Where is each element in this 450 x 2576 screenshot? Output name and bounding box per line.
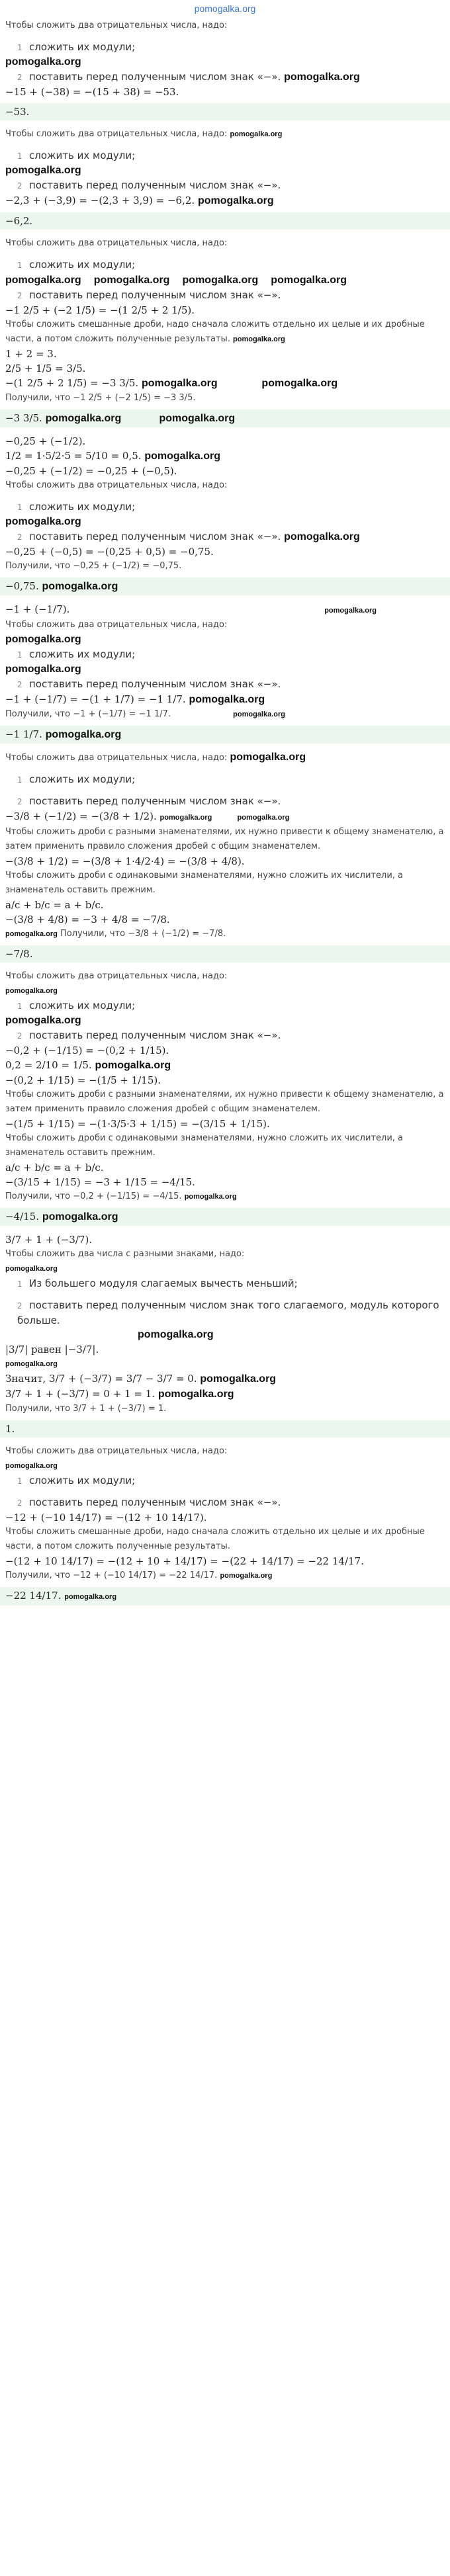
step-2: 2 поставить перед полученным числом знак «−». pomogalka.org (17, 531, 360, 542)
result-text: Получили, что −1 + (−1/7) = −1 1/7. pomogalka.org (5, 709, 285, 719)
math-line: Значит, 3/7 + (−3/7) = 3/7 − 3/7 = 0. pomogalka.org (5, 1373, 277, 1385)
section-1 (5, 126, 445, 235)
section-8 (5, 1443, 445, 1611)
intro-text: Чтобы сложить два отрицательных числа, надо: pomogalka.org (5, 751, 306, 763)
section-7 (5, 1231, 445, 1443)
math-expression: −(12 + 10 14/17) = −(12 + 10 + 14/17) = −(22 + 14/17) = −22 14/17. (5, 1555, 364, 1567)
math-expression: −2,3 + (−3,9) = −(2,3 + 3,9) = −6,2. pomogalka.org (5, 194, 274, 206)
step-1: 1 сложить их модули; (17, 1475, 136, 1486)
step-2: 2 поставить перед полученным числом знак «−». (17, 678, 281, 690)
watermark: pomogalka.org (5, 987, 58, 995)
math-line: a/c + b/c = a + b/c. (5, 1162, 104, 1174)
math-line: −(3/8 + 4/8) = −3 + 4/8 = −7/8. (5, 914, 170, 925)
watermark: pomogalka.org (138, 1329, 214, 1340)
intro-text: Чтобы сложить два отрицательных числа, надо: (5, 620, 228, 630)
math-line: 1 + 2 = 3. (5, 348, 57, 360)
intro-text: Чтобы сложить два отрицательных числа, надо: (5, 971, 228, 981)
step-2: 2 поставить перед полученным числом знак «−». (17, 795, 281, 807)
section-3 (5, 433, 445, 601)
math-expression: −0,25 + (−1/2). (5, 435, 86, 447)
watermark: pomogalka.org (5, 56, 81, 67)
math-expression: −(1/5 + 1/15) = −(1·3/5·3 + 1/15) = −(3/15 + 1/15). (5, 1118, 270, 1130)
step-1: 1 сложить их модули; (17, 1000, 136, 1011)
step-1: 1 сложить их модули; (17, 150, 136, 161)
step-1: 1 сложить их модули; (17, 648, 136, 660)
note-text: Чтобы сложить дроби с разными знаменателями, их нужно привести к общему знаменателю, а затем применить правило сложения дробей с общим знаменателем. (5, 1090, 444, 1114)
math-line: a/c + b/c = a + b/c. (5, 899, 104, 911)
answer: −53. (0, 103, 450, 120)
step-1: 1 сложить их модули; (17, 41, 136, 53)
note-text: Чтобы сложить смешанные дроби, надо сначала сложить отдельно их целые и их дробные части, а потом сложить полученные результаты. (5, 1527, 425, 1551)
math-expression: −0,2 + (−1/15) = −(0,2 + 1/15). (5, 1045, 169, 1056)
math-line: −0,25 + (−1/2) = −0,25 + (−0,5). (5, 465, 177, 477)
intro-text: Чтобы сложить два отрицательных числа, надо: (5, 1446, 228, 1456)
answer: −7/8. (0, 945, 450, 963)
math-expression: −15 + (−38) = −(15 + 38) = −53. (5, 86, 179, 98)
intro-text: Чтобы сложить два отрицательных числа, надо: (5, 238, 228, 248)
step-2: 2 поставить перед полученным числом знак «−». (17, 289, 281, 301)
math-line: 2/5 + 1/5 = 3/5. (5, 363, 86, 374)
watermark: pomogalka.org (5, 165, 81, 176)
step-2: 2 поставить перед полученным числом знак «−». pomogalka.org (17, 71, 360, 83)
section-4 (5, 601, 445, 749)
result-text: Получили, что −1 2/5 + (−2 1/5) = −3 3/5. (5, 393, 196, 403)
watermark: pomogalka.org (5, 1265, 58, 1273)
step-2: 2 поставить перед полученным числом знак «−». (17, 179, 281, 191)
answer: −0,75. pomogalka.org (0, 578, 450, 595)
section-6 (5, 968, 445, 1231)
section-5 (5, 749, 445, 968)
math-expression: −1 + (−1/7) = −(1 + 1/7) = −1 1/7. pomogalka.org (5, 693, 265, 705)
result-text: pomogalka.org Получили, что −3/8 + (−1/2) = −7/8. (5, 929, 226, 939)
step-1: 1 сложить их модули; (17, 501, 136, 513)
watermark: pomogalka.org (5, 1015, 81, 1026)
step-1: 1 сложить их модули; (17, 259, 136, 271)
step-2: 2 поставить перед полученным числом знак того слагаемого, модуль которого больше. (17, 1299, 439, 1326)
step-2: 2 поставить перед полученным числом знак «−». (17, 1029, 281, 1041)
note-text: Чтобы сложить дроби с одинаковыми знаменателями, нужно сложить их числители, а знаменатель оставить прежним. (5, 871, 404, 895)
watermark: pomogalka.org (5, 634, 81, 645)
answer: −22 14/17. pomogalka.org (0, 1587, 450, 1606)
math-expression: −(3/8 + 1/2) = −(3/8 + 1·4/2·4) = −(3/8 + 4/8). (5, 855, 245, 867)
intro-text: Чтобы сложить два отрицательных числа, надо: (5, 480, 228, 490)
note-text: Чтобы сложить смешанные дроби, надо сначала сложить отдельно их целые и их дробные части, а потом сложить полученные результаты. pomogalka.org (5, 320, 425, 344)
math-line: −(0,2 + 1/15) = −(1/5 + 1/15). (5, 1074, 161, 1086)
result-text: Получили, что −0,25 + (−1/2) = −0,75. (5, 561, 182, 571)
math-expression: 3/7 + 1 + (−3/7). (5, 1234, 93, 1246)
watermark: pomogalka.org (5, 1462, 58, 1470)
watermark: pomogalka.org (5, 516, 81, 527)
step-2: 2 поставить перед полученным числом знак «−». (17, 1496, 281, 1508)
math-expression: −1 2/5 + (−2 1/5) = −(1 2/5 + 2 1/5). (5, 304, 195, 316)
answer: 1. (0, 1420, 450, 1438)
intro-text: Чтобы сложить два отрицательных числа, надо: (5, 21, 228, 30)
math-line: |3/7| равен |−3/7|. (5, 1344, 99, 1355)
intro-text: Чтобы сложить два числа с разными знаками, надо: (5, 1249, 245, 1259)
section-2 (5, 235, 445, 433)
section-0 (5, 17, 445, 126)
answer: −1 1/7. pomogalka.org (0, 726, 450, 744)
math-expression: −1 + (−1/7). pomogalka.org (5, 603, 377, 615)
answer: −6,2. (0, 212, 450, 230)
step-1: 1 Из большего модуля слагаемых вычесть меньший; (17, 1277, 298, 1289)
math-expression: −12 + (−10 14/17) = −(12 + 10 14/17). (5, 1512, 207, 1524)
math-line: −(1 2/5 + 2 1/5) = −3 3/5. pomogalka.org pomogalka.org (5, 377, 338, 389)
intro-text: Чтобы сложить два отрицательных числа, надо: pomogalka.org (5, 129, 283, 139)
watermark: pomogalka.org (5, 1360, 58, 1368)
answer: −4/15. pomogalka.org (0, 1208, 450, 1226)
result-text: Получили, что −0,2 + (−1/15) = −4/15. pomogalka.org (5, 1191, 237, 1201)
math-line: 3/7 + 1 + (−3/7) = 0 + 1 = 1. pomogalka.org (5, 1388, 234, 1400)
math-expression: −3/8 + (−1/2) = −(3/8 + 1/2). pomogalka.org pomogalka.org (5, 810, 290, 822)
math-line: 1/2 = 1·5/2·5 = 5/10 = 0,5. pomogalka.org (5, 450, 220, 462)
note-text: Чтобы сложить дроби с разными знаменателями, их нужно привести к общему знаменателю, а затем применить правило сложения дробей с общим знаменателем. (5, 827, 444, 851)
result-text: Получили, что −12 + (−10 14/17) = −22 14/17. pomogalka.org (5, 1570, 273, 1580)
watermark-row: pomogalka.org pomogalka.org pomogalka.org pomogalka.org (5, 275, 347, 286)
step-1: 1 сложить их модули; (17, 773, 136, 785)
solution-content (0, 17, 450, 1611)
answer: −3 3/5. pomogalka.org pomogalka.org (0, 409, 450, 427)
math-line: 0,2 = 2/10 = 1/5. pomogalka.org (5, 1059, 171, 1071)
math-expression: −0,25 + (−0,5) = −(0,25 + 0,5) = −0,75. (5, 546, 214, 558)
note-text: Чтобы сложить дроби с одинаковыми знаменателями, нужно сложить их числители, а знаменатель оставить прежним. (5, 1133, 404, 1158)
math-line: −(3/15 + 1/15) = −3 + 1/15 = −4/15. (5, 1176, 195, 1188)
site-logo[interactable]: pomogalka.org (194, 3, 256, 14)
watermark: pomogalka.org (5, 664, 81, 675)
result-text: Получили, что 3/7 + 1 + (−3/7) = 1. (5, 1404, 167, 1414)
